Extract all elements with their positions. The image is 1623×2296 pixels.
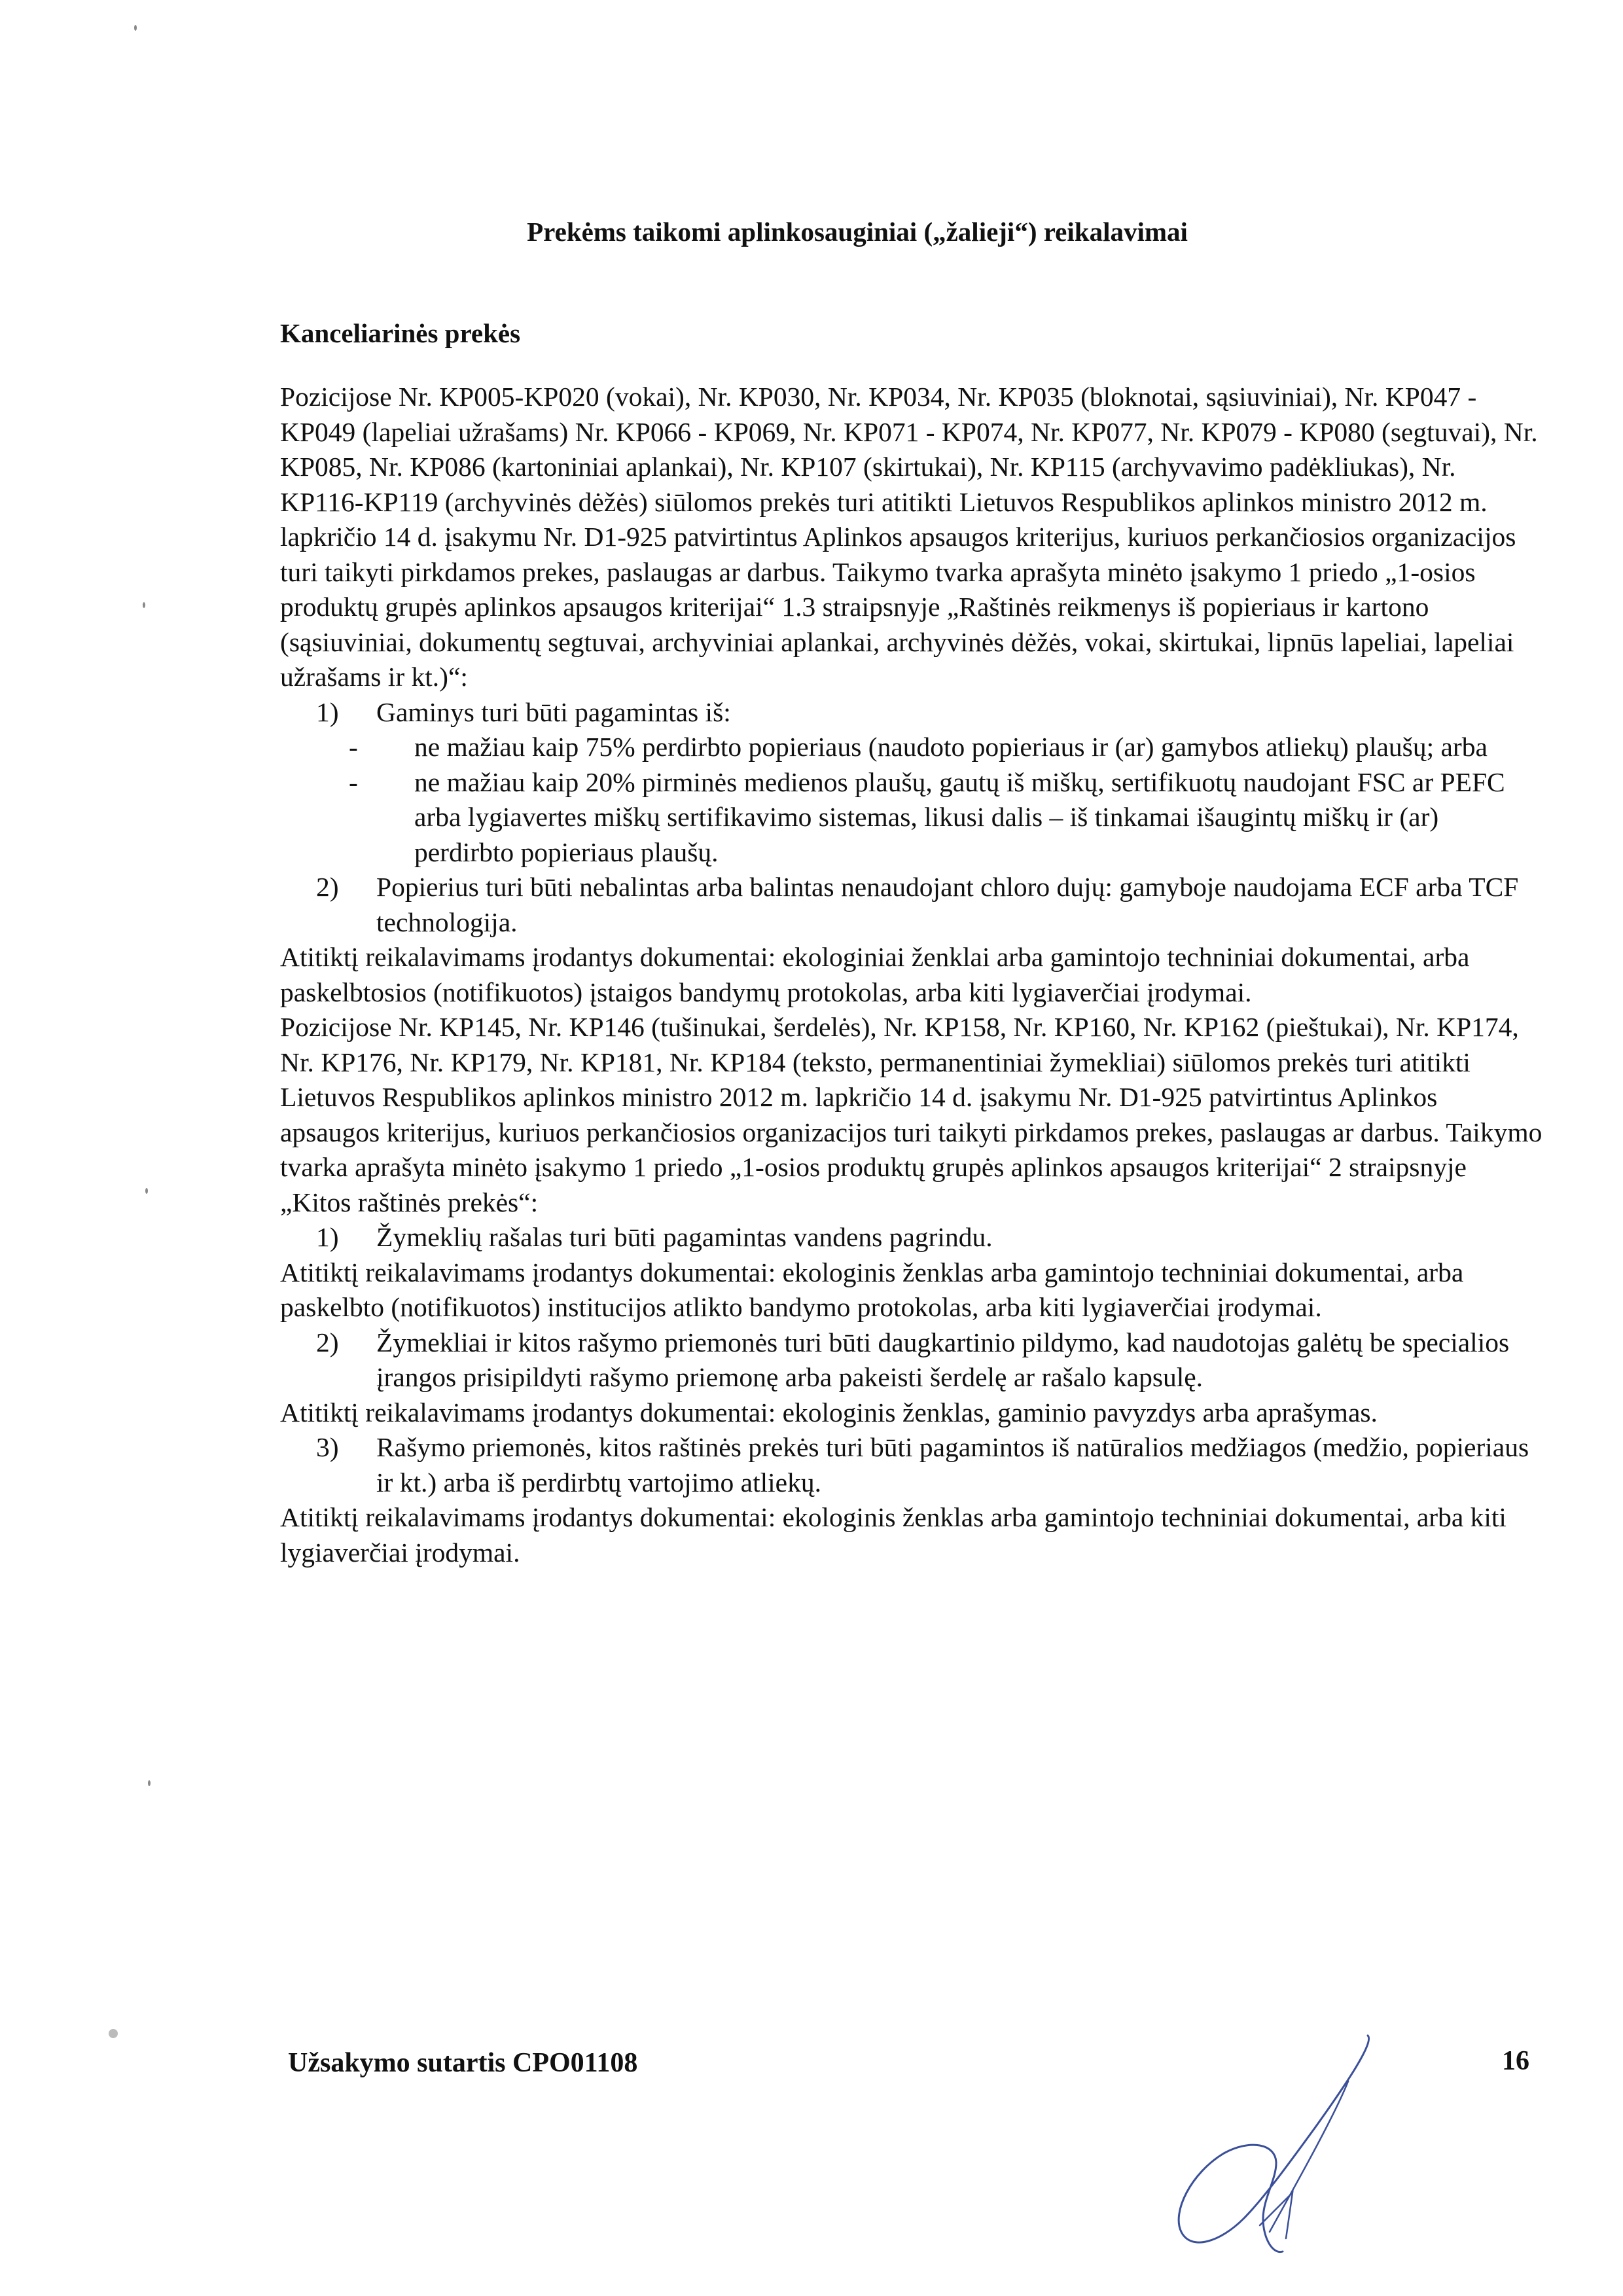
block2-evidence-1: Atitiktį reikalavimams įrodantys dokumentai: ekologinis ženklas arba gamintojo techniniai dokumentai, arba paskelbto (notifikuotos) institucijos atlikto bandymo protokolas, arba kiti lygiaverčiai įrodymai.	[280, 1257, 1464, 1322]
list-number: 3)	[316, 1432, 339, 1462]
page-title: Prekėms taikomi aplinkosauginiai („žalieji“) reikalavimai	[527, 217, 1188, 247]
block1-intro: Pozicijose Nr. KP005-KP020 (vokai), Nr. KP030, Nr. KP034, Nr. KP035 (bloknotai, sąsiuviniai), Nr. KP047 - KP049 (lapeliai užrašams) Nr. KP066 - KP069, Nr. KP071 - KP074, Nr. KP077, Nr. KP079 - KP080 (segtuvai), Nr. KP085, Nr. KP086 (kartoniniai aplankai), Nr. KP107 (skirtukai), Nr. KP115 (archyvavimo padėkliukas), Nr. KP116-KP119 (archyvinės dėžės) siūlomos prekės turi atitikti Lietuvos Respublikos aplinkos ministro 2012 m. lapkričio 14 d. įsakymu Nr. D1-925 patvirtintus Aplinkos apsaugos kriterijus, kuriuos perkančiosios organizacijos turi taikyti pirkdamos prekes, paslaugas ar darbus. Taikymo tvarka aprašyta minėto įsakymo 1 priedo „1-osios produktų grupės aplinkos apsaugos kriterijai“ 1.3 straipsnyje „Raštinės reikmenys iš popieriaus ir kartono (sąsiuviniai, dokumentų segtuvai, archyviniai aplankai, archyvinės dėžės, vokai, skirtukai, lipnūs lapeliai, lapeliai užrašams ir kt.)“:	[280, 382, 1538, 692]
list-text: ne mažiau kaip 20% pirminės medienos plaušų, gautų iš miškų, sertifikuotų naudojant FSC ar PEFC arba lygiavertes miškų sertifikavimo sistemas, likusi dalis – iš tinkamai išaugintų miškų ir (ar) perdirbto popieriaus plaušų.	[414, 766, 1505, 867]
footer-contract-number: Užsakymo sutartis CPO01108	[288, 2048, 638, 2078]
list-text: Popierius turi būti nebalintas arba balintas nenaudojant chloro dujų: gamyboje naudojama ECF arba TCF technologija.	[376, 872, 1519, 937]
scan-speck	[148, 1780, 151, 1786]
document-body	[280, 380, 1543, 1570]
list-text: Žymekliai ir kitos rašymo priemonės turi būti daugkartinio pildymo, kad naudotojas galėtų be specialios įrangos prisipildyti rašymo priemonę arba pakeisti šerdelę ar rašalo kapsulę.	[376, 1327, 1510, 1392]
bullet-dash: -	[349, 766, 358, 797]
block2-intro: Pozicijose Nr. KP145, Nr. KP146 (tušinukai, šerdelės), Nr. KP158, Nr. KP160, Nr. KP162 (pieštukai), Nr. KP174, Nr. KP176, Nr. KP179, Nr. KP181, Nr. KP184 (teksto, permanentiniai žymekliai) siūlomos prekės turi atitikti Lietuvos Respublikos aplinkos ministro 2012 m. lapkričio 14 d. įsakymu Nr. D1-925 patvirtintus Aplinkos apsaugos kriterijus, kuriuos perkančiosios organizacijos turi taikyti pirkdamos prekes, paslaugas ar darbus. Taikymo tvarka aprašyta minėto įsakymo 1 priedo „1-osios produktų grupės aplinkos apsaugos kriterijai“ 2 straipsnyje „Kitos raštinės prekės“:	[280, 1012, 1543, 1217]
footer-page-number: 16	[1502, 2046, 1529, 2076]
block2-list-item-1	[280, 1220, 1543, 1255]
list-number: 2)	[316, 872, 339, 902]
section-heading: Kanceliarinės prekės	[280, 318, 521, 348]
list-text: Gaminys turi būti pagamintas iš:	[376, 696, 731, 727]
scan-speck	[143, 602, 145, 608]
scan-speck	[145, 1188, 148, 1194]
list-text: Žymeklių rašalas turi būti pagamintas vandens pagrindu.	[376, 1222, 993, 1252]
block2-evidence-3: Atitiktį reikalavimams įrodantys dokumentai: ekologinis ženklas arba gamintojo techniniai dokumentai, arba kiti lygiaverčiai įrodymai.	[280, 1502, 1507, 1568]
list-number: 1)	[316, 696, 339, 727]
signature-icon	[1152, 2022, 1400, 2271]
block1-list-item-2	[280, 870, 1543, 940]
block1-sub-item-1	[280, 730, 1543, 765]
list-text: ne mažiau kaip 75% perdirbto popieriaus (naudoto popieriaus ir (ar) gamybos atliekų) plaušų; arba	[414, 732, 1488, 762]
list-number: 1)	[316, 1222, 339, 1252]
list-text: Rašymo priemonės, kitos raštinės prekės turi būti pagamintos iš natūralios medžiagos (medžio, popieriaus ir kt.) arba iš perdirbtų vartojimo atliekų.	[376, 1432, 1529, 1498]
scan-speck	[109, 2029, 118, 2038]
block1-list-item-1	[280, 695, 1543, 730]
block2-list-item-2	[280, 1325, 1543, 1395]
list-number: 2)	[316, 1327, 339, 1357]
block2-evidence-2: Atitiktį reikalavimams įrodantys dokumentai: ekologinis ženklas, gaminio pavyzdys arba aprašymas.	[280, 1397, 1378, 1427]
block1-sub-item-2	[280, 765, 1543, 870]
block1-evidence: Atitiktį reikalavimams įrodantys dokumentai: ekologiniai ženklai arba gamintojo techniniai dokumentai, arba paskelbtosios (notifikuotos) įstaigos bandymų protokolas, arba kiti lygiaverčiai įrodymai.	[280, 942, 1470, 1007]
scan-speck	[134, 25, 137, 31]
bullet-dash: -	[349, 732, 358, 762]
block2-list-item-3	[280, 1430, 1543, 1500]
